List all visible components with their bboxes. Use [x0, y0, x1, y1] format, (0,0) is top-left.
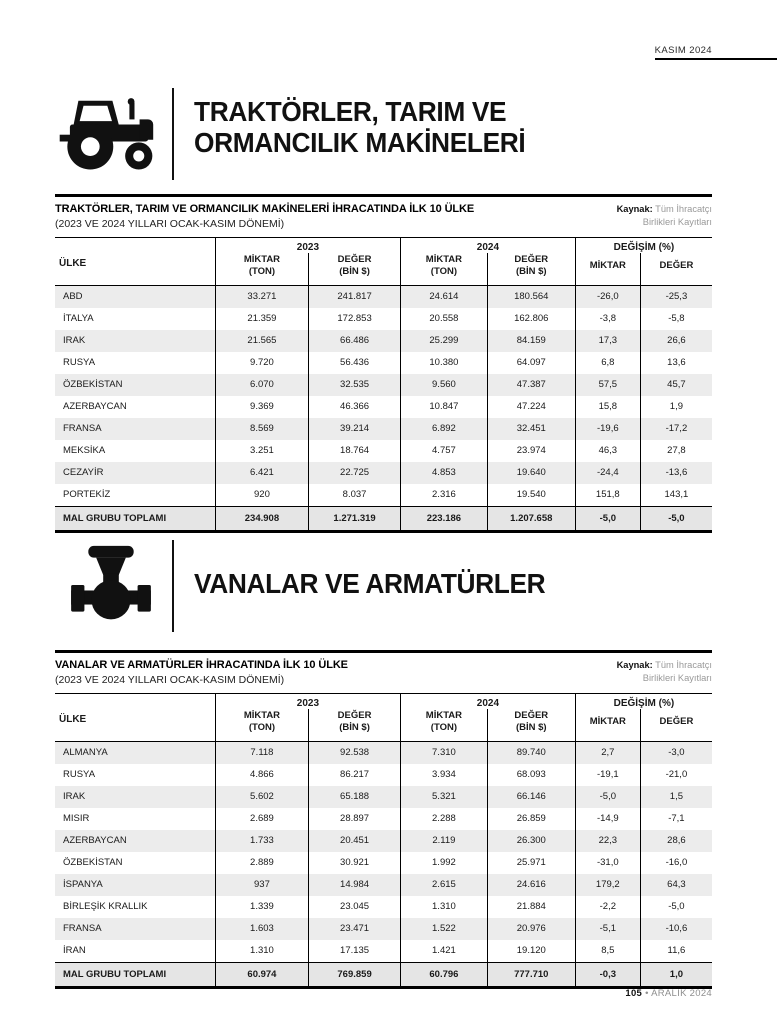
- value-cell: -19,1: [575, 764, 640, 786]
- value-cell: 1.310: [215, 940, 308, 963]
- value-cell: 22,3: [575, 830, 640, 852]
- source-note: [617, 203, 712, 229]
- page-footer: [625, 988, 712, 999]
- col-group-change: DEĞİŞİM (%): [575, 694, 712, 710]
- table-row: [55, 741, 712, 764]
- value-cell: 25.971: [487, 852, 575, 874]
- country-cell: ÖZBEKİSTAN: [63, 857, 123, 869]
- tractor-icon: [58, 90, 160, 176]
- source-label: Kaynak:: [616, 660, 653, 670]
- table-row: [55, 462, 712, 484]
- value-cell: -19,6: [575, 418, 640, 440]
- country-cell: ALMANYA: [55, 741, 215, 764]
- table-row: [55, 440, 712, 462]
- value-cell: 32.535: [309, 374, 401, 396]
- value-cell: 143,1: [640, 484, 712, 507]
- value-cell: 32.451: [487, 418, 575, 440]
- col-group-change: DEĞİŞİM (%): [575, 238, 712, 254]
- value-cell: -17,2: [640, 418, 712, 440]
- table-subtitle: (2023 VE 2024 YILLARI OCAK-KASIM DÖNEMİ): [55, 674, 285, 686]
- value-cell: -14,9: [575, 808, 640, 830]
- value-cell: -2,2: [575, 896, 640, 918]
- valves-table-block: [55, 650, 712, 989]
- country-cell: RUSYA: [63, 769, 96, 781]
- country-cell: CEZAYİR: [55, 462, 215, 484]
- country-cell: MISIR: [63, 813, 90, 825]
- value-cell: 10.380: [401, 352, 488, 374]
- value-cell: 47.387: [487, 374, 575, 396]
- col-header-country: ÜLKE: [55, 238, 215, 286]
- col-header-change-miktar: MİKTAR: [575, 253, 640, 285]
- value-cell: 19.120: [487, 940, 575, 963]
- value-cell: 26.859: [487, 808, 575, 830]
- total-value: -5,0: [640, 506, 712, 531]
- value-cell: 2,7: [575, 741, 640, 764]
- table-row: [55, 852, 712, 874]
- value-cell: 2.119: [401, 830, 488, 852]
- value-cell: 17.135: [309, 940, 401, 963]
- value-cell: -10,6: [640, 918, 712, 940]
- value-cell: 2.288: [401, 808, 488, 830]
- country-cell: PORTEKİZ: [63, 489, 111, 501]
- value-cell: 1,5: [640, 786, 712, 808]
- value-cell: -5,0: [640, 896, 712, 918]
- table-row: [55, 874, 712, 896]
- total-value: 1.207.658: [487, 506, 575, 531]
- value-cell: 1,9: [640, 396, 712, 418]
- country-cell: AZERBAYCAN: [63, 401, 127, 413]
- source-line1: Tüm İhracatçı: [655, 204, 712, 214]
- total-value: 1.271.319: [309, 506, 401, 531]
- country-cell: ÖZBEKİSTAN: [55, 374, 215, 396]
- value-cell: 8,5: [575, 940, 640, 963]
- value-cell: 1.339: [215, 896, 308, 918]
- value-cell: 4.866: [215, 764, 308, 786]
- value-cell: 26,6: [640, 330, 712, 352]
- value-cell: -13,6: [640, 462, 712, 484]
- masthead-rule: [655, 58, 777, 60]
- country-cell: İTALYA: [63, 313, 94, 325]
- value-cell: 151,8: [575, 484, 640, 507]
- value-cell: 241.817: [309, 285, 401, 308]
- value-cell: 9.720: [215, 352, 308, 374]
- value-cell: 45,7: [640, 374, 712, 396]
- value-cell: 47.224: [487, 396, 575, 418]
- value-cell: 86.217: [309, 764, 401, 786]
- table-row: [55, 484, 712, 507]
- source-line2: Birlikleri Kayıtları: [642, 673, 712, 684]
- value-cell: 66.486: [309, 330, 401, 352]
- value-cell: 26.300: [487, 830, 575, 852]
- table-subtitle: (2023 VE 2024 YILLARI OCAK-KASIM DÖNEMİ): [55, 218, 285, 230]
- value-cell: 1.992: [401, 852, 488, 874]
- col-header-country: ÜLKE: [55, 694, 215, 742]
- total-value: 234.908: [215, 506, 308, 531]
- footer-issue: • ARALIK 2024: [645, 988, 712, 999]
- value-cell: 27,8: [640, 440, 712, 462]
- col-group-2023: 2023: [215, 238, 400, 254]
- value-cell: 25.299: [401, 330, 488, 352]
- total-value: 777.710: [487, 962, 575, 987]
- value-cell: 21.884: [487, 896, 575, 918]
- value-cell: 64.097: [487, 352, 575, 374]
- value-cell: -3,0: [640, 741, 712, 764]
- value-cell: -5,0: [575, 786, 640, 808]
- tractors-table-block: [55, 194, 712, 533]
- col-header-deger-2024: DEĞER (BİN $): [487, 709, 575, 741]
- col-header-deger-2024: DEĞER (BİN $): [487, 253, 575, 285]
- valves-export-table: [55, 693, 712, 989]
- value-cell: 179,2: [575, 874, 640, 896]
- table-title: VANALAR VE ARMATÜRLER İHRACATINDA İLK 10 ÜLKE: [55, 659, 348, 671]
- table-title: TRAKTÖRLER, TARIM VE ORMANCILIK MAKİNELERİ İHRACATINDA İLK 10 ÜLKE: [55, 203, 475, 215]
- col-header-change-miktar: MİKTAR: [575, 709, 640, 741]
- source-line1: Tüm İhracatçı: [655, 660, 712, 670]
- table-row: [55, 308, 712, 330]
- value-cell: 84.159: [487, 330, 575, 352]
- value-cell: 1.310: [401, 896, 488, 918]
- value-cell: 24.614: [401, 285, 488, 308]
- table-row: [55, 418, 712, 440]
- section-divider: [172, 88, 174, 180]
- value-cell: 92.538: [309, 741, 401, 764]
- value-cell: 1.421: [401, 940, 488, 963]
- value-cell: -3,8: [575, 308, 640, 330]
- source-note: [617, 659, 712, 685]
- value-cell: -5,8: [640, 308, 712, 330]
- table-row: [55, 352, 712, 374]
- value-cell: 7.310: [401, 741, 488, 764]
- table-row: [55, 918, 712, 940]
- value-cell: 1.603: [215, 918, 308, 940]
- country-cell: İSPANYA: [55, 874, 215, 896]
- value-cell: 21.359: [215, 308, 308, 330]
- table-row: [55, 285, 712, 308]
- value-cell: 56.436: [309, 352, 401, 374]
- value-cell: 89.740: [487, 741, 575, 764]
- value-cell: 18.764: [309, 440, 401, 462]
- total-value: 60.974: [215, 962, 308, 987]
- value-cell: -21,0: [640, 764, 712, 786]
- table-row: [55, 940, 712, 963]
- total-value: 223.186: [401, 506, 488, 531]
- value-cell: 6,8: [575, 352, 640, 374]
- value-cell: 2.316: [401, 484, 488, 507]
- country-cell: BİRLEŞİK KRALLIK: [63, 901, 148, 913]
- tractors-export-table: [55, 237, 712, 533]
- value-cell: 14.984: [309, 874, 401, 896]
- section-title-valves: [194, 568, 545, 599]
- col-group-2024: 2024: [401, 694, 576, 710]
- value-cell: 17,3: [575, 330, 640, 352]
- issue-date-header: KASIM 2024: [654, 45, 712, 56]
- total-label: MAL GRUBU TOPLAMI: [55, 506, 215, 531]
- value-cell: 39.214: [309, 418, 401, 440]
- source-label: Kaynak:: [616, 204, 653, 214]
- table-row: [55, 896, 712, 918]
- value-cell: 180.564: [487, 285, 575, 308]
- value-cell: 6.421: [215, 462, 308, 484]
- value-cell: 46,3: [575, 440, 640, 462]
- value-cell: 33.271: [215, 285, 308, 308]
- col-group-2024: 2024: [401, 238, 576, 254]
- value-cell: 65.188: [309, 786, 401, 808]
- value-cell: 20.558: [401, 308, 488, 330]
- value-cell: 24.616: [487, 874, 575, 896]
- section-title-line1: VANALAR VE ARMATÜRLER: [194, 568, 546, 599]
- value-cell: 68.093: [487, 764, 575, 786]
- value-cell: 21.565: [215, 330, 308, 352]
- country-cell: IRAK: [55, 330, 215, 352]
- table-row: [55, 330, 712, 352]
- value-cell: 23.471: [309, 918, 401, 940]
- value-cell: 19.640: [487, 462, 575, 484]
- value-cell: -7,1: [640, 808, 712, 830]
- country-cell: İRAN: [63, 945, 86, 957]
- value-cell: 46.366: [309, 396, 401, 418]
- value-cell: 162.806: [487, 308, 575, 330]
- value-cell: 6.070: [215, 374, 308, 396]
- source-line2: Birlikleri Kayıtları: [642, 217, 712, 228]
- value-cell: 30.921: [309, 852, 401, 874]
- value-cell: 9.369: [215, 396, 308, 418]
- value-cell: 19.540: [487, 484, 575, 507]
- country-cell: FRANSA: [55, 918, 215, 940]
- value-cell: 1.522: [401, 918, 488, 940]
- value-cell: 23.974: [487, 440, 575, 462]
- total-value: 60.796: [401, 962, 488, 987]
- section-title-line1: TRAKTÖRLER, TARIM VE: [194, 96, 507, 127]
- value-cell: 4.853: [401, 462, 488, 484]
- value-cell: 1.733: [215, 830, 308, 852]
- total-label: MAL GRUBU TOPLAMI: [55, 962, 215, 987]
- total-value: 1,0: [640, 962, 712, 987]
- value-cell: -25,3: [640, 285, 712, 308]
- col-header-miktar-2024: MİKTAR (TON): [401, 709, 488, 741]
- value-cell: -26,0: [575, 285, 640, 308]
- value-cell: 2.889: [215, 852, 308, 874]
- value-cell: 15,8: [575, 396, 640, 418]
- value-cell: 937: [215, 874, 308, 896]
- table-row: [55, 374, 712, 396]
- table-row: [55, 786, 712, 808]
- value-cell: 20.451: [309, 830, 401, 852]
- value-cell: 4.757: [401, 440, 488, 462]
- section-title-tractors: [194, 96, 525, 159]
- value-cell: 7.118: [215, 741, 308, 764]
- col-header-miktar-2023: MİKTAR (TON): [215, 253, 308, 285]
- value-cell: 11,6: [640, 940, 712, 963]
- value-cell: 22.725: [309, 462, 401, 484]
- country-cell: AZERBAYCAN: [55, 830, 215, 852]
- total-row: [55, 506, 712, 531]
- value-cell: 3.934: [401, 764, 488, 786]
- value-cell: 28,6: [640, 830, 712, 852]
- value-cell: -31,0: [575, 852, 640, 874]
- value-cell: 2.615: [401, 874, 488, 896]
- value-cell: 28.897: [309, 808, 401, 830]
- value-cell: 13,6: [640, 352, 712, 374]
- total-value: -5,0: [575, 506, 640, 531]
- value-cell: 64,3: [640, 874, 712, 896]
- value-cell: 5.321: [401, 786, 488, 808]
- country-cell: FRANSA: [55, 418, 215, 440]
- col-header-change-deger: DEĞER: [640, 253, 712, 285]
- section-divider: [172, 540, 174, 632]
- table-row: [55, 396, 712, 418]
- value-cell: 2.689: [215, 808, 308, 830]
- table-row: [55, 808, 712, 830]
- page-number: 105: [625, 988, 643, 999]
- value-cell: -16,0: [640, 852, 712, 874]
- value-cell: 9.560: [401, 374, 488, 396]
- total-row: [55, 962, 712, 987]
- country-cell: IRAK: [55, 786, 215, 808]
- col-group-2023: 2023: [215, 694, 400, 710]
- value-cell: 8.569: [215, 418, 308, 440]
- value-cell: 920: [215, 484, 308, 507]
- col-header-miktar-2023: MİKTAR (TON): [215, 709, 308, 741]
- valve-icon: [68, 540, 154, 630]
- table-row: [55, 764, 712, 786]
- value-cell: 5.602: [215, 786, 308, 808]
- country-cell: ABD: [55, 285, 215, 308]
- value-cell: -5,1: [575, 918, 640, 940]
- total-value: -0,3: [575, 962, 640, 987]
- value-cell: 57,5: [575, 374, 640, 396]
- value-cell: -24,4: [575, 462, 640, 484]
- table-row: [55, 830, 712, 852]
- value-cell: 3.251: [215, 440, 308, 462]
- value-cell: 23.045: [309, 896, 401, 918]
- country-cell: MEKSİKA: [63, 445, 106, 457]
- country-cell: RUSYA: [63, 357, 96, 369]
- col-header-deger-2023: DEĞER (BİN $): [309, 709, 401, 741]
- value-cell: 10.847: [401, 396, 488, 418]
- value-cell: 20.976: [487, 918, 575, 940]
- col-header-miktar-2024: MİKTAR (TON): [401, 253, 488, 285]
- section-title-line2: ORMANCILIK MAKİNELERİ: [194, 127, 526, 159]
- value-cell: 172.853: [309, 308, 401, 330]
- value-cell: 6.892: [401, 418, 488, 440]
- value-cell: 66.146: [487, 786, 575, 808]
- col-header-deger-2023: DEĞER (BİN $): [309, 253, 401, 285]
- total-value: 769.859: [309, 962, 401, 987]
- col-header-change-deger: DEĞER: [640, 709, 712, 741]
- value-cell: 8.037: [309, 484, 401, 507]
